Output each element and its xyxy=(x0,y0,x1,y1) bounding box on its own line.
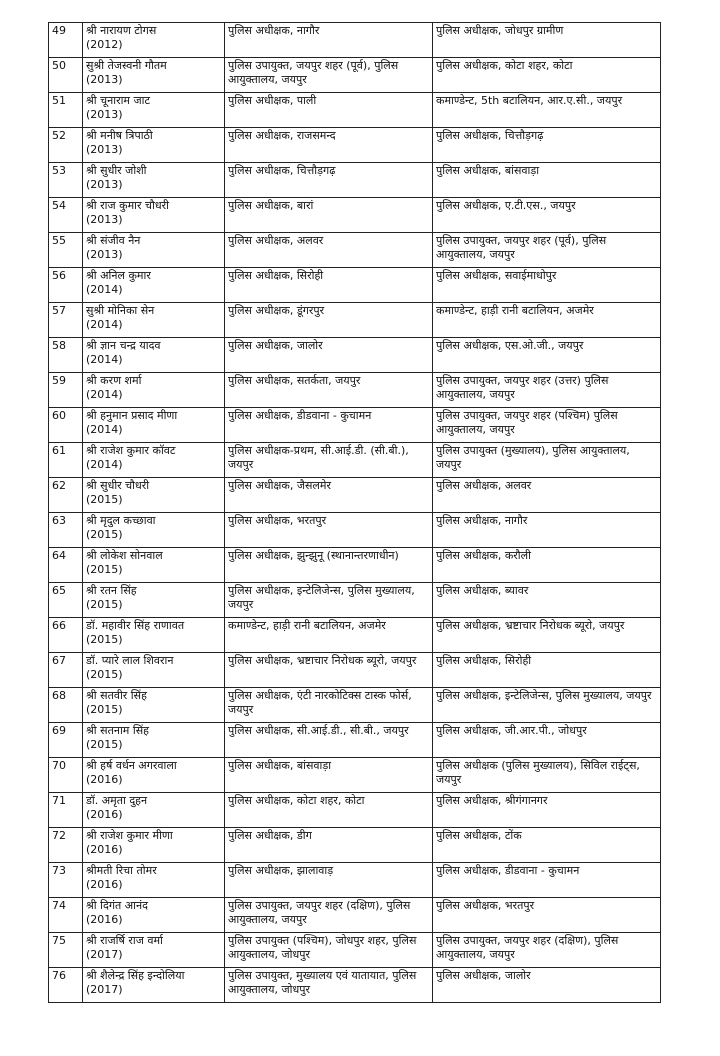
current-posting: पुलिस अधीक्षक, सी.आई.डी., सी.बी., जयपुर xyxy=(228,724,409,737)
new-posting: पुलिस उपायुक्त, जयपुर शहर (पूर्व), पुलिस आयुक्तालय, जयपुर xyxy=(436,234,607,261)
serial-number-cell xyxy=(49,338,83,373)
current-posting-cell xyxy=(225,128,433,163)
officer-name: श्री रतन सिंह xyxy=(86,584,137,597)
table-row xyxy=(49,653,661,688)
table-row xyxy=(49,688,661,723)
new-posting: पुलिस अधीक्षक, बांसवाड़ा xyxy=(436,164,540,177)
new-posting: पुलिस अधीक्षक, डीडवाना - कुचामन xyxy=(436,864,580,877)
serial-number: 53 xyxy=(52,164,66,177)
batch-year: (2016) xyxy=(86,843,123,856)
new-posting-cell xyxy=(433,443,661,478)
serial-number-cell xyxy=(49,863,83,898)
current-posting: पुलिस अधीक्षक, एंटी नारकोटिक्स टास्क फोर्स, जयपुर xyxy=(228,689,412,716)
table-row xyxy=(49,408,661,443)
new-posting-cell xyxy=(433,933,661,968)
new-posting-cell xyxy=(433,373,661,408)
table-row xyxy=(49,478,661,513)
current-posting: कमाण्डेन्ट, हाड़ी रानी बटालियन, अजमेर xyxy=(228,619,386,632)
officer-cell xyxy=(83,618,225,653)
current-posting: पुलिस अधीक्षक, सिरोही xyxy=(228,269,324,282)
officer-cell xyxy=(83,128,225,163)
current-posting: पुलिस उपायुक्त, जयपुर शहर (दक्षिण), पुलिस आयुक्तालय, जयपुर xyxy=(228,899,411,926)
table-row xyxy=(49,373,661,408)
officer-name: श्री सतवीर सिंह xyxy=(86,689,147,702)
new-posting-cell xyxy=(433,548,661,583)
officer-cell xyxy=(83,408,225,443)
batch-year: (2013) xyxy=(86,73,123,86)
batch-year: (2015) xyxy=(86,703,123,716)
current-posting: पुलिस अधीक्षक, चित्तौड़गढ़ xyxy=(228,164,336,177)
officer-cell xyxy=(83,478,225,513)
current-posting: पुलिस अधीक्षक, नागौर xyxy=(228,24,320,37)
officer-name: सुश्री मोनिका सेन xyxy=(86,304,155,317)
batch-year: (2013) xyxy=(86,248,123,261)
table-row xyxy=(49,23,661,58)
new-posting: पुलिस अधीक्षक, अलवर xyxy=(436,479,532,492)
current-posting: पुलिस अधीक्षक, जालोर xyxy=(228,339,323,352)
batch-year: (2014) xyxy=(86,458,123,471)
officer-cell xyxy=(83,723,225,758)
serial-number: 63 xyxy=(52,514,66,527)
officer-name: श्री सुधीर चौधरी xyxy=(86,479,150,492)
new-posting-cell xyxy=(433,863,661,898)
table-row xyxy=(49,618,661,653)
officer-name: सुश्री तेजस्वनी गौतम xyxy=(86,59,167,72)
current-posting: पुलिस उपायुक्त, जयपुर शहर (पूर्व), पुलिस आयुक्तालय, जयपुर xyxy=(228,59,399,86)
new-posting: पुलिस अधीक्षक, एस.ओ.जी., जयपुर xyxy=(436,339,584,352)
officer-cell xyxy=(83,373,225,408)
serial-number-cell xyxy=(49,233,83,268)
table-row xyxy=(49,443,661,478)
table-row xyxy=(49,968,661,1003)
batch-year: (2015) xyxy=(86,598,123,611)
officer-name: श्री राज कुमार चौधरी xyxy=(86,199,169,212)
officer-cell xyxy=(83,303,225,338)
batch-year: (2015) xyxy=(86,493,123,506)
batch-year: (2016) xyxy=(86,878,123,891)
current-posting-cell xyxy=(225,303,433,338)
serial-number: 71 xyxy=(52,794,66,807)
new-posting: पुलिस उपायुक्त, जयपुर शहर (दक्षिण), पुलिस आयुक्तालय, जयपुर xyxy=(436,934,619,961)
serial-number-cell xyxy=(49,898,83,933)
serial-number: 57 xyxy=(52,304,66,317)
serial-number: 70 xyxy=(52,759,66,772)
current-posting-cell xyxy=(225,23,433,58)
new-posting-cell xyxy=(433,478,661,513)
batch-year: (2014) xyxy=(86,318,123,331)
officer-cell xyxy=(83,198,225,233)
batch-year: (2015) xyxy=(86,528,123,541)
current-posting: पुलिस अधीक्षक-प्रथम, सी.आई.डी. (सी.बी.), जयपुर xyxy=(228,444,409,471)
officer-name: डॉ. प्यारे लाल शिवरान xyxy=(86,654,174,667)
new-posting: पुलिस अधीक्षक, ब्यावर xyxy=(436,584,529,597)
serial-number: 73 xyxy=(52,864,66,877)
officer-name: श्री मृदुल कच्छावा xyxy=(86,514,156,527)
current-posting-cell xyxy=(225,723,433,758)
table-row xyxy=(49,128,661,163)
current-posting-cell xyxy=(225,233,433,268)
officer-name: श्री चूनाराम जाट xyxy=(86,94,151,107)
officer-name: श्री शैलेन्द्र सिंह इन्दोलिया xyxy=(86,969,185,982)
current-posting-cell xyxy=(225,618,433,653)
batch-year: (2014) xyxy=(86,388,123,401)
current-posting: पुलिस अधीक्षक, झालावाड़ xyxy=(228,864,334,877)
officer-name: श्री हर्ष वर्धन अगरवाला xyxy=(86,759,177,772)
serial-number-cell xyxy=(49,373,83,408)
current-posting: पुलिस अधीक्षक, सतर्कता, जयपुर xyxy=(228,374,361,387)
new-posting-cell xyxy=(433,793,661,828)
current-posting: पुलिस अधीक्षक, जैसलमेर xyxy=(228,479,331,492)
batch-year: (2013) xyxy=(86,108,123,121)
serial-number-cell xyxy=(49,618,83,653)
batch-year: (2016) xyxy=(86,773,123,786)
current-posting: पुलिस अधीक्षक, अलवर xyxy=(228,234,324,247)
batch-year: (2014) xyxy=(86,423,123,436)
batch-year: (2014) xyxy=(86,283,123,296)
new-posting-cell xyxy=(433,128,661,163)
table-row xyxy=(49,863,661,898)
serial-number-cell xyxy=(49,513,83,548)
officer-cell xyxy=(83,828,225,863)
new-posting-cell xyxy=(433,898,661,933)
new-posting: पुलिस अधीक्षक (पुलिस मुख्यालय), सिविल राईट्स, जयपुर xyxy=(436,759,640,786)
new-posting: पुलिस अधीक्षक, भरतपुर xyxy=(436,899,535,912)
new-posting: पुलिस अधीक्षक, नागौर xyxy=(436,514,528,527)
serial-number: 60 xyxy=(52,409,66,422)
officer-name: श्री सतनाम सिंह xyxy=(86,724,149,737)
new-posting: पुलिस अधीक्षक, इन्टेलिजेन्स, पुलिस मुख्यालय, जयपुर xyxy=(436,689,652,702)
officer-cell xyxy=(83,933,225,968)
transfer-table-body xyxy=(49,23,661,1003)
serial-number-cell xyxy=(49,93,83,128)
new-posting-cell xyxy=(433,233,661,268)
current-posting-cell xyxy=(225,373,433,408)
current-posting: पुलिस अधीक्षक, पाली xyxy=(228,94,317,107)
table-row xyxy=(49,163,661,198)
table-row xyxy=(49,548,661,583)
current-posting: पुलिस अधीक्षक, झुन्झुनू (स्थानान्तरणाधीन) xyxy=(228,549,399,562)
current-posting: पुलिस उपायुक्त, मुख्यालय एवं यातायात, पुलिस आयुक्तालय, जोधपुर xyxy=(228,969,417,996)
officer-cell xyxy=(83,583,225,618)
officer-cell xyxy=(83,513,225,548)
officer-name: श्री राजेश कुमार मीणा xyxy=(86,829,173,842)
serial-number-cell xyxy=(49,303,83,338)
new-posting: पुलिस उपायुक्त, जयपुर शहर (उत्तर) पुलिस आयुक्तालय, जयपुर xyxy=(436,374,609,401)
batch-year: (2015) xyxy=(86,668,123,681)
current-posting: पुलिस अधीक्षक, भरतपुर xyxy=(228,514,327,527)
new-posting: पुलिस अधीक्षक, श्रीगंगानगर xyxy=(436,794,548,807)
new-posting-cell xyxy=(433,758,661,793)
officer-cell xyxy=(83,898,225,933)
officer-cell xyxy=(83,163,225,198)
new-posting-cell xyxy=(433,198,661,233)
officer-name: डॉ. महावीर सिंह राणावत xyxy=(86,619,185,632)
table-row xyxy=(49,338,661,373)
serial-number-cell xyxy=(49,58,83,93)
current-posting-cell xyxy=(225,793,433,828)
current-posting: पुलिस अधीक्षक, डीग xyxy=(228,829,312,842)
batch-year: (2012) xyxy=(86,38,123,51)
current-posting-cell xyxy=(225,513,433,548)
current-posting-cell xyxy=(225,268,433,303)
current-posting-cell xyxy=(225,548,433,583)
serial-number: 75 xyxy=(52,934,66,947)
table-row xyxy=(49,513,661,548)
serial-number-cell xyxy=(49,408,83,443)
serial-number-cell xyxy=(49,933,83,968)
batch-year: (2017) xyxy=(86,948,123,961)
officer-cell xyxy=(83,548,225,583)
officer-name: श्री दिगंत आनंद xyxy=(86,899,148,912)
officer-name: श्री नारायण टोगस xyxy=(86,24,157,37)
table-row xyxy=(49,93,661,128)
new-posting: पुलिस अधीक्षक, कोटा शहर, कोटा xyxy=(436,59,573,72)
table-row xyxy=(49,793,661,828)
current-posting-cell xyxy=(225,93,433,128)
serial-number-cell xyxy=(49,23,83,58)
serial-number-cell xyxy=(49,198,83,233)
table-row xyxy=(49,198,661,233)
officer-name: श्री ज्ञान चन्द्र यादव xyxy=(86,339,161,352)
new-posting-cell xyxy=(433,828,661,863)
current-posting: पुलिस अधीक्षक, राजसमन्द xyxy=(228,129,336,142)
current-posting: पुलिस उपायुक्त (पश्चिम), जोधपुर शहर, पुलिस आयुक्तालय, जोधपुर xyxy=(228,934,417,961)
batch-year: (2017) xyxy=(86,983,123,996)
batch-year: (2015) xyxy=(86,633,123,646)
new-posting-cell xyxy=(433,583,661,618)
officer-cell xyxy=(83,968,225,1003)
new-posting-cell xyxy=(433,513,661,548)
batch-year: (2013) xyxy=(86,178,123,191)
new-posting-cell xyxy=(433,968,661,1003)
serial-number: 51 xyxy=(52,94,66,107)
new-posting: पुलिस अधीक्षक, जालोर xyxy=(436,969,531,982)
serial-number: 62 xyxy=(52,479,66,492)
new-posting: पुलिस अधीक्षक, टोंक xyxy=(436,829,522,842)
new-posting: पुलिस अधीक्षक, करौली xyxy=(436,549,531,562)
batch-year: (2015) xyxy=(86,563,123,576)
new-posting-cell xyxy=(433,163,661,198)
current-posting: पुलिस अधीक्षक, डीडवाना - कुचामन xyxy=(228,409,372,422)
table-row xyxy=(49,828,661,863)
serial-number-cell xyxy=(49,583,83,618)
current-posting-cell xyxy=(225,338,433,373)
officer-name: श्री हनुमान प्रसाद मीणा xyxy=(86,409,178,422)
serial-number-cell xyxy=(49,443,83,478)
current-posting: पुलिस अधीक्षक, कोटा शहर, कोटा xyxy=(228,794,365,807)
serial-number-cell xyxy=(49,163,83,198)
new-posting: पुलिस अधीक्षक, चित्तौड़गढ़ xyxy=(436,129,544,142)
serial-number: 58 xyxy=(52,339,66,352)
new-posting: पुलिस अधीक्षक, जोधपुर ग्रामीण xyxy=(436,24,564,37)
serial-number: 59 xyxy=(52,374,66,387)
batch-year: (2013) xyxy=(86,143,123,156)
officer-cell xyxy=(83,443,225,478)
new-posting: कमाण्डेन्ट, 5th बटालियन, आर.ए.सी., जयपुर xyxy=(436,94,623,107)
new-posting-cell xyxy=(433,723,661,758)
transfer-list-page xyxy=(48,22,660,1003)
serial-number: 55 xyxy=(52,234,66,247)
new-posting: पुलिस उपायुक्त, जयपुर शहर (पश्चिम) पुलिस आयुक्तालय, जयपुर xyxy=(436,409,618,436)
officer-cell xyxy=(83,653,225,688)
table-row xyxy=(49,268,661,303)
new-posting: कमाण्डेन्ट, हाड़ी रानी बटालियन, अजमेर xyxy=(436,304,594,317)
serial-number-cell xyxy=(49,758,83,793)
officer-cell xyxy=(83,58,225,93)
current-posting-cell xyxy=(225,653,433,688)
current-posting-cell xyxy=(225,898,433,933)
new-posting: पुलिस अधीक्षक, सवाईमाधोपुर xyxy=(436,269,557,282)
officer-cell xyxy=(83,793,225,828)
serial-number-cell xyxy=(49,723,83,758)
officer-name: श्री राजर्षि राज वर्मा xyxy=(86,934,163,947)
new-posting-cell xyxy=(433,58,661,93)
serial-number: 72 xyxy=(52,829,66,842)
current-posting: पुलिस अधीक्षक, भ्रष्टाचार निरोधक ब्यूरो, जयपुर xyxy=(228,654,417,667)
table-row xyxy=(49,58,661,93)
new-posting: पुलिस उपायुक्त (मुख्यालय), पुलिस आयुक्तालय, जयपुर xyxy=(436,444,630,471)
officer-cell xyxy=(83,23,225,58)
serial-number-cell xyxy=(49,653,83,688)
current-posting: पुलिस अधीक्षक, बांसवाड़ा xyxy=(228,759,332,772)
current-posting-cell xyxy=(225,198,433,233)
current-posting: पुलिस अधीक्षक, डूंगरपुर xyxy=(228,304,325,317)
current-posting-cell xyxy=(225,408,433,443)
serial-number-cell xyxy=(49,968,83,1003)
serial-number: 61 xyxy=(52,444,66,457)
table-row xyxy=(49,758,661,793)
serial-number-cell xyxy=(49,128,83,163)
current-posting-cell xyxy=(225,58,433,93)
officer-name: श्री अनिल कुमार xyxy=(86,269,151,282)
serial-number: 69 xyxy=(52,724,66,737)
current-posting-cell xyxy=(225,163,433,198)
officer-cell xyxy=(83,93,225,128)
serial-number: 64 xyxy=(52,549,66,562)
current-posting-cell xyxy=(225,863,433,898)
table-row xyxy=(49,898,661,933)
batch-year: (2015) xyxy=(86,738,123,751)
officer-name: श्रीमती रिचा तोमर xyxy=(86,864,157,877)
batch-year: (2014) xyxy=(86,353,123,366)
new-posting-cell xyxy=(433,93,661,128)
batch-year: (2016) xyxy=(86,808,123,821)
new-posting-cell xyxy=(433,618,661,653)
serial-number-cell xyxy=(49,688,83,723)
new-posting-cell xyxy=(433,338,661,373)
new-posting-cell xyxy=(433,303,661,338)
serial-number-cell xyxy=(49,548,83,583)
serial-number: 74 xyxy=(52,899,66,912)
serial-number-cell xyxy=(49,478,83,513)
officer-name: श्री मनीष त्रिपाठी xyxy=(86,129,153,142)
officer-name: श्री लोकेश सोनवाल xyxy=(86,549,163,562)
serial-number: 56 xyxy=(52,269,66,282)
current-posting-cell xyxy=(225,968,433,1003)
current-posting-cell xyxy=(225,443,433,478)
current-posting-cell xyxy=(225,583,433,618)
current-posting-cell xyxy=(225,478,433,513)
serial-number: 54 xyxy=(52,199,66,212)
new-posting: पुलिस अधीक्षक, जी.आर.पी., जोधपुर xyxy=(436,724,587,737)
serial-number-cell xyxy=(49,793,83,828)
new-posting-cell xyxy=(433,653,661,688)
serial-number-cell xyxy=(49,828,83,863)
officer-cell xyxy=(83,233,225,268)
current-posting-cell xyxy=(225,758,433,793)
serial-number: 65 xyxy=(52,584,66,597)
officer-name: श्री करण शर्मा xyxy=(86,374,142,387)
transfer-table xyxy=(48,22,661,1003)
current-posting-cell xyxy=(225,688,433,723)
current-posting: पुलिस अधीक्षक, बारां xyxy=(228,199,314,212)
table-row xyxy=(49,583,661,618)
officer-cell xyxy=(83,268,225,303)
new-posting-cell xyxy=(433,268,661,303)
new-posting: पुलिस अधीक्षक, भ्रष्टाचार निरोधक ब्यूरो, जयपुर xyxy=(436,619,625,632)
serial-number: 66 xyxy=(52,619,66,632)
current-posting-cell xyxy=(225,933,433,968)
serial-number: 49 xyxy=(52,24,66,37)
batch-year: (2016) xyxy=(86,913,123,926)
officer-name: डॉ. अमृता दुहन xyxy=(86,794,148,807)
current-posting-cell xyxy=(225,828,433,863)
officer-name: श्री राजेश कुमार कॉवट xyxy=(86,444,176,457)
new-posting: पुलिस अधीक्षक, ए.टी.एस., जयपुर xyxy=(436,199,576,212)
table-row xyxy=(49,303,661,338)
table-row xyxy=(49,723,661,758)
officer-name: श्री संजीव नैन xyxy=(86,234,141,247)
current-posting: पुलिस अधीक्षक, इन्टेलिजेन्स, पुलिस मुख्यालय, जयपुर xyxy=(228,584,415,611)
serial-number: 68 xyxy=(52,689,66,702)
serial-number: 76 xyxy=(52,969,66,982)
new-posting-cell xyxy=(433,408,661,443)
officer-name: श्री सुधीर जोशी xyxy=(86,164,147,177)
serial-number: 52 xyxy=(52,129,66,142)
officer-cell xyxy=(83,688,225,723)
new-posting: पुलिस अधीक्षक, सिरोही xyxy=(436,654,532,667)
officer-cell xyxy=(83,338,225,373)
new-posting-cell xyxy=(433,688,661,723)
table-row xyxy=(49,233,661,268)
officer-cell xyxy=(83,863,225,898)
table-row xyxy=(49,933,661,968)
batch-year: (2013) xyxy=(86,213,123,226)
serial-number: 50 xyxy=(52,59,66,72)
officer-cell xyxy=(83,758,225,793)
new-posting-cell xyxy=(433,23,661,58)
serial-number: 67 xyxy=(52,654,66,667)
serial-number-cell xyxy=(49,268,83,303)
